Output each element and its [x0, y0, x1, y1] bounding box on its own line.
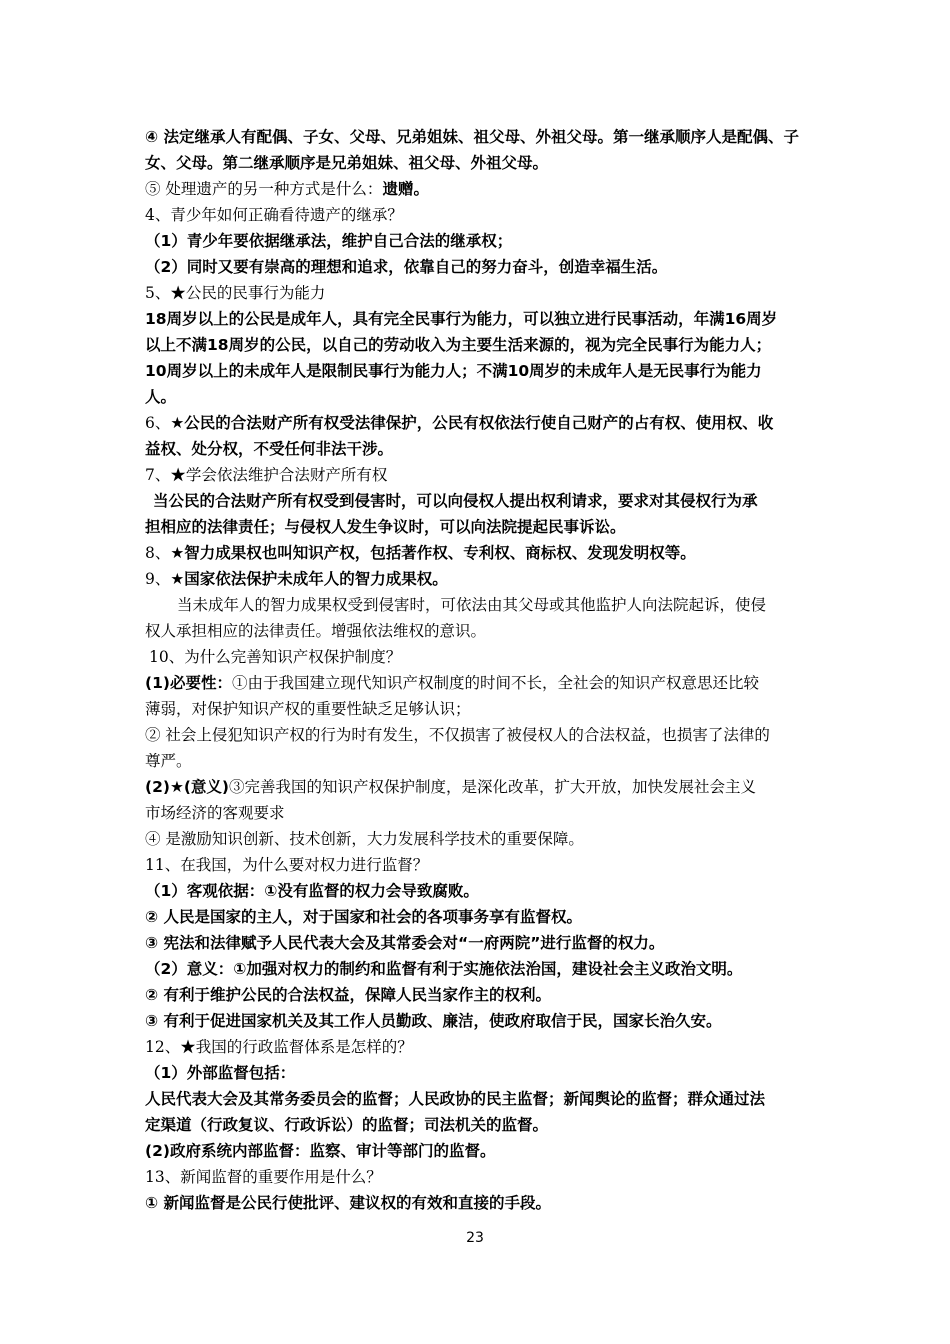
section-heading: 5、★公民的民事行为能力 [145, 284, 326, 302]
text-line: 以上不满18周岁的公民，以自己的劳动收入为主要生活来源的，视为完全民事行为能力人； [145, 336, 772, 354]
text-run-bold: ★智力成果权也叫知识产权，包括著作权、专利权、商标权、发现发明权等。 [170, 544, 696, 562]
text-line: 当未成年人的智力成果权受到侵害时，可依法由其父母或其他监护人向法院起诉，使侵 [177, 596, 767, 614]
text-line [145, 774, 813, 800]
text-line: 市场经济的客观要求 [145, 804, 285, 822]
text-run: ⑤ 处理遗产的另一种方式是什么： [145, 180, 383, 198]
page-number: 23 [466, 1230, 484, 1246]
section-heading: 13、新闻监督的重要作用是什么？ [145, 1168, 382, 1186]
text-line: 权人承担相应的法律责任。增强依法维权的意识。 [145, 622, 487, 640]
text-line: （2）同时又要有崇高的理想和追求，依靠自己的努力奋斗，创造幸福生活。 [145, 258, 668, 276]
text-run-bold: ★国家依法保护未成年人的智力成果权。 [170, 570, 448, 588]
text-line: ③ 宪法和法律赋予人民代表大会及其常委会对“一府两院”进行监督的权力。 [145, 934, 665, 952]
text-line: （1）外部监督包括： [145, 1064, 296, 1082]
text-run-bold: (2)★(意义) [145, 778, 230, 796]
text-line: 益权、处分权，不受任何非法干涉。 [145, 440, 394, 458]
text-line: ② 有利于维护公民的合法权益，保障人民当家作主的权利。 [145, 986, 552, 1004]
text-line: 薄弱，对保护知识产权的重要性缺乏足够认识； [145, 700, 471, 718]
text-run: 8、 [145, 544, 171, 562]
text-line: 10周岁以上的未成年人是限制民事行为能力人；不满10周岁的未成年人是无民事行为能力 [145, 362, 762, 380]
text-run-bold: (1)必要性： [145, 674, 232, 692]
text-line: （2）意义：①加强对权力的制约和监督有利于实施依法治国，建设社会主义政治文明。 [145, 960, 743, 978]
text-line: (2)政府系统内部监督：监察、审计等部门的监督。 [145, 1142, 496, 1160]
text-line: ④ 是激励知识创新、技术创新，大力发展科学技术的重要保障。 [145, 830, 584, 848]
page-content [145, 124, 813, 1216]
section-heading: 4、青少年如何正确看待遗产的继承？ [145, 206, 403, 224]
text-run: 9、 [145, 570, 171, 588]
text-line: 女、父母。第二继承顺序是兄弟姐妹、祖父母、外祖父母。 [145, 154, 549, 172]
section-heading [145, 540, 813, 566]
text-line: ② 人民是国家的主人，对于国家和社会的各项事务享有监督权。 [145, 908, 583, 926]
text-line: （1）青少年要依据继承法，维护自己合法的继承权； [145, 232, 513, 250]
text-line: ③ 有利于促进国家机关及其工作人员勤政、廉洁，使政府取信于民，国家长治久安。 [145, 1012, 722, 1030]
section-heading [145, 410, 813, 436]
section-heading [145, 566, 813, 592]
text-line: 人民代表大会及其常务委员会的监督；人民政协的民主监督；新闻舆论的监督；群众通过法 [145, 1090, 766, 1108]
text-run-bold: ★公民的合法财产所有权受法律保护，公民有权依法行使自己财产的占有权、使用权、收 [170, 414, 774, 432]
text-line: 18周岁以上的公民是成年人，具有完全民事行为能力，可以独立进行民事活动，年满16周岁 [145, 310, 778, 328]
text-line: 人。 [145, 388, 177, 406]
text-line: （1）客观依据：①没有监督的权力会导致腐败。 [145, 882, 479, 900]
section-heading: 7、★学会依法维护合法财产所有权 [145, 466, 388, 484]
text-line: 尊严。 [145, 752, 192, 770]
text-line [145, 670, 813, 696]
text-run-bold: 遗赠。 [382, 180, 429, 198]
section-heading: 12、★我国的行政监督体系是怎样的？ [145, 1038, 413, 1056]
text-line: 定渠道（行政复议、行政诉讼）的监督；司法机关的监督。 [145, 1116, 549, 1134]
text-line [145, 176, 813, 202]
text-line: ① 新闻监督是公民行使批评、建议权的有效和直接的手段。 [145, 1194, 552, 1212]
section-heading: 11、在我国，为什么要对权力进行监督？ [145, 856, 429, 874]
text-run: 6、 [145, 414, 171, 432]
text-line: ② 社会上侵犯知识产权的行为时有发生，不仅损害了被侵权人的合法权益，也损害了法律的 [145, 726, 770, 744]
text-run: ③完善我国的知识产权保护制度，是深化改革，扩大开放，加快发展社会主义 [229, 778, 757, 796]
text-line: ④ 法定继承人有配偶、子女、父母、兄弟姐妹、祖父母、外祖父母。第一继承顺序人是配偶、子 [145, 128, 800, 146]
section-heading: 10、为什么完善知识产权保护制度？ [149, 648, 402, 666]
text-line: 当公民的合法财产所有权受到侵害时，可以向侵权人提出权利请求，要求对其侵权行为承 [153, 492, 758, 510]
text-run: ①由于我国建立现代知识产权制度的时间不长，全社会的知识产权意思还比较 [231, 674, 759, 692]
text-line: 担相应的法律责任；与侵权人发生争议时，可以向法院提起民事诉讼。 [145, 518, 626, 536]
